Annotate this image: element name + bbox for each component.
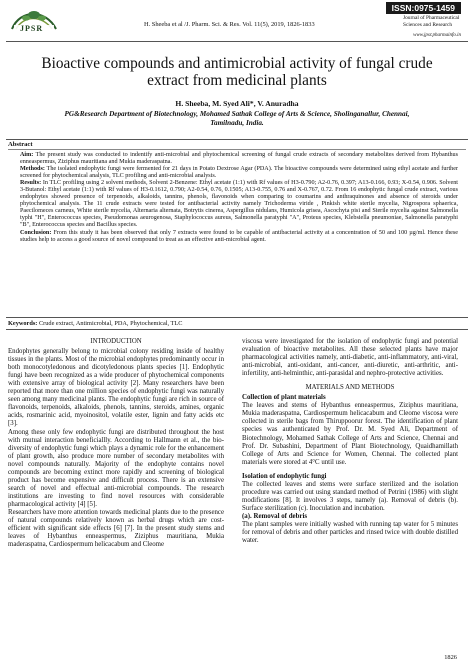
journal-name-line1: Journal of Pharmaceutical: [403, 15, 460, 21]
article-authors: H. Sheeba, M. Syed Ali*, V. Anuradha: [175, 99, 299, 108]
isolation-heading: Isolation of endophytic fungi: [242, 472, 327, 480]
right-column: [242, 338, 458, 545]
results-text: In TLC profiling using 2 solvent methods, Solvent 2-Benzene: Ethyl acetate (1:1) with Rf values of H3-0.790; A2-0.76, 0.397; A13-0.166, 0.93; X-0.54, 0.906. Solvent 3-Butanol: Ethyl acetate (1:1) with Rf values of H3-0.1612, 0.790; A2-0.54, 0.76, 0.1505; A13-0.755, 0.76 and X-0.767, 0.72. From 16 endophytic fungal crude extract, various endophytes showed presence of terpenoids, alkaloids, tannins, phenols, flavonoids when comparing to coumarins and anthraquinones and absence of steroids under phytochemical analysis. The 11 crude extracts were tested for antibacterial activity namely Trichoderma viride , Pinkish white sterile mycelia, Nigrospora sphaerica, Paecilomeces carneus, White sterile mycelia, Alternaria alternata, Botrytis cinerea, Aspergillus nidulans, Humicola grisea, Ascochyta pisi and Sterile mycelia against Salmonella typhi "H", Enterococcus species, Pseudomonas aeurogenosa, Staphylococcus aureus, Salmonella paratyphi "A", Proteus species, Klebsiella pneumoniae, Salmonella paratyphi "B", Enterococcus species and Bacillus species.: [20, 180, 458, 229]
abstract-top-divider: [6, 139, 468, 140]
journal-name-line2: Sciences and Research: [403, 21, 453, 28]
intro-paragraph-2: Among these only few endophytic fungi are distributed throughout the host with mutual interaction beneficiallly. According to Hallmann et al., the bio-diversity of endophytic fungi which plays a dynamic role for the enhancement of plant growth, also produce more number of secondary metabolites with novel compounds naturally. Majority of the endophyte contains novel compounds are becoming extinct more rapidly and screening of biological product has become expensive and difficult process. There is an extensive search of novel and effectual anti-microbial compounds. The research institutions are investing to find novel resources with considerable pharmacological activity [4] [5].: [8, 428, 224, 508]
keywords-line: [8, 320, 468, 327]
abstract-label: Abstract: [8, 141, 33, 148]
logo-text: JPSR: [20, 24, 44, 33]
methods-text: The isolated endophytic fungi were fermented for 21 days in Potato Dextrose Agar (PDA). The bioactive compounds were determined using ethyl acetate and further screened for phytochemical analysis, TLC profiling and anti-microbial analysis.: [20, 166, 458, 180]
left-column: [8, 338, 224, 549]
keywords-bottom-divider: [6, 329, 468, 330]
article-affiliation: PG&Research Department of Biotechnology, Mohamed Sathak College of Arts & Science, Sholinganallur, Chennai, Tamilnadu, India.: [64, 110, 410, 127]
removal-heading: (a). Removal of debris: [242, 512, 308, 520]
page-header: [0, 0, 474, 40]
abstract-body: [20, 152, 458, 244]
journal-url[interactable]: www.jpsr.pharmainfo.in: [413, 33, 461, 38]
citation-line: H. Sheeba et al /J. Pharm. Sci. & Res. Vol. 11(5), 2019, 1826-1833: [144, 21, 315, 28]
issn-badge: ISSN:0975-1459: [386, 2, 461, 14]
isolation-paragraph: The collected leaves and stems were surface sterilized and the isolation procedure was carried out using standard method of Petrini (1986) with slight modifications [8]. It involves 3 steps, namely (a). Removal of debris (b). Surface sterilization (c). Inoculation and incubation.: [242, 480, 458, 512]
article-title: Bioactive compounds and antimicrobial activity of fungal crude extract from medicinal plants: [41, 55, 433, 89]
intro-paragraph-3: Researchers have more attention towards medicinal plants due to the presence of natural compounds relatively known as herbal drugs which are cost-efficient with significant side effects [6] [7]. In the present study stems and leaves of Hybanthus enneaspermus, Ziziphus mauritiana, Mukia maderaspatna, Cardiospermum helicacabum and Cleome: [8, 508, 224, 549]
keywords-label: Keywords:: [8, 320, 38, 327]
conclusion-label: Conclusion:: [20, 229, 52, 236]
intro-paragraph-1: Endophytes generally belong to microbial colony residing inside of healthy tissues in the plants. Most of the microbial endophytes predominantly occur in both monocotyledonous and dicotyledonous plants species [1]. Endophytic fungi have been recognized as a wide producer of phytochemical components with extensive array of biological activity [2]. Many researchers have been reported that more than one million species of endophytic fungi was naturally seen among many medicinal plants. The endophytic fungi are rich in source of flavonoids, terpenoids, alkaloids, phenols, tannins, steroids, amines, organic acids, rosmarinic acid, myoinositol, volatile ester, lignin and fatty acids etc [3].: [8, 348, 224, 428]
abstract-conclusion: [20, 230, 458, 244]
collection-heading: Collection of plant materials: [242, 394, 326, 402]
keywords-top-divider: [6, 317, 468, 318]
keywords-text: Crude extract, Antimicrobial, PDA, Phytochemical, TLC: [38, 320, 183, 327]
aim-label: Aim:: [20, 152, 34, 158]
header-divider: [6, 41, 468, 42]
methods-label: Methods:: [20, 166, 45, 173]
abstract-aim: [20, 152, 458, 166]
journal-logo: [6, 3, 62, 33]
journal-name: [403, 15, 461, 28]
page-number: 1826: [444, 654, 457, 661]
collection-paragraph: The leaves and stems of Hybanthus enneaspermus, Ziziphus mauritiana, Mukia maderaspatna, Cardiospermum helicacabum and Cleome viscosa were collected in sterile bags from Thiruppoorur forest. The identification of plant species was authenticated by Prof. Dr. M. Syed Ali, Department of Biotechnology, Mohamed Sathak College of Arts and Science, Chennai and Prof. Dr. Subashini, Department of Plant Biotechnology, Quaidhamillath College of Arts and Science for Women, Chennai. The collected plant materials were stored at 4°C until use.: [242, 402, 458, 466]
aim-text: The present study was conducted to indentify anti-microbial and phytochemical screening of fungal crude extracts of secondary metabolites derived from Hybanthus enneaspermus, Ziziphus mauritiana and Mukia maderaspatna.: [20, 152, 458, 166]
conclusion-text: From this study it has been observed that only 7 extracts were found to be capable of antibacterial activity at a concentration of 50 and 100 µg/ml. Hence these studies help to access a good source of novel compound to treat as an effective anti-microbial agent.: [20, 229, 458, 243]
results-label: Results:: [20, 180, 42, 187]
abstract-methods: [20, 166, 458, 180]
removal-paragraph: The plant samples were initially washed with running tap water for 5 minutes for removal of debris and other particles and rinsed twice with double distilled water.: [242, 520, 458, 545]
abstract-label-divider: [8, 149, 466, 150]
methods-heading: MATERIALS AND METHODS: [305, 384, 395, 392]
right-paragraph-1: viscosa were investigated for the isolation of endophytic fungi and potential evaluation of bioactive metabolites. All these selected plants have major pharmacological activities namely, anti-diabetic, anti-inflammatory, anti-viral, anti-microbial, anti-oxidant, anti-cancer, anti-diuretic, anti-arthritic, anti-infertility, anti-helminthic, anti-parasidal and nephro-protective activities.: [242, 338, 458, 378]
introduction-heading: INTRODUCTION: [90, 338, 142, 345]
abstract-results: [20, 180, 458, 229]
